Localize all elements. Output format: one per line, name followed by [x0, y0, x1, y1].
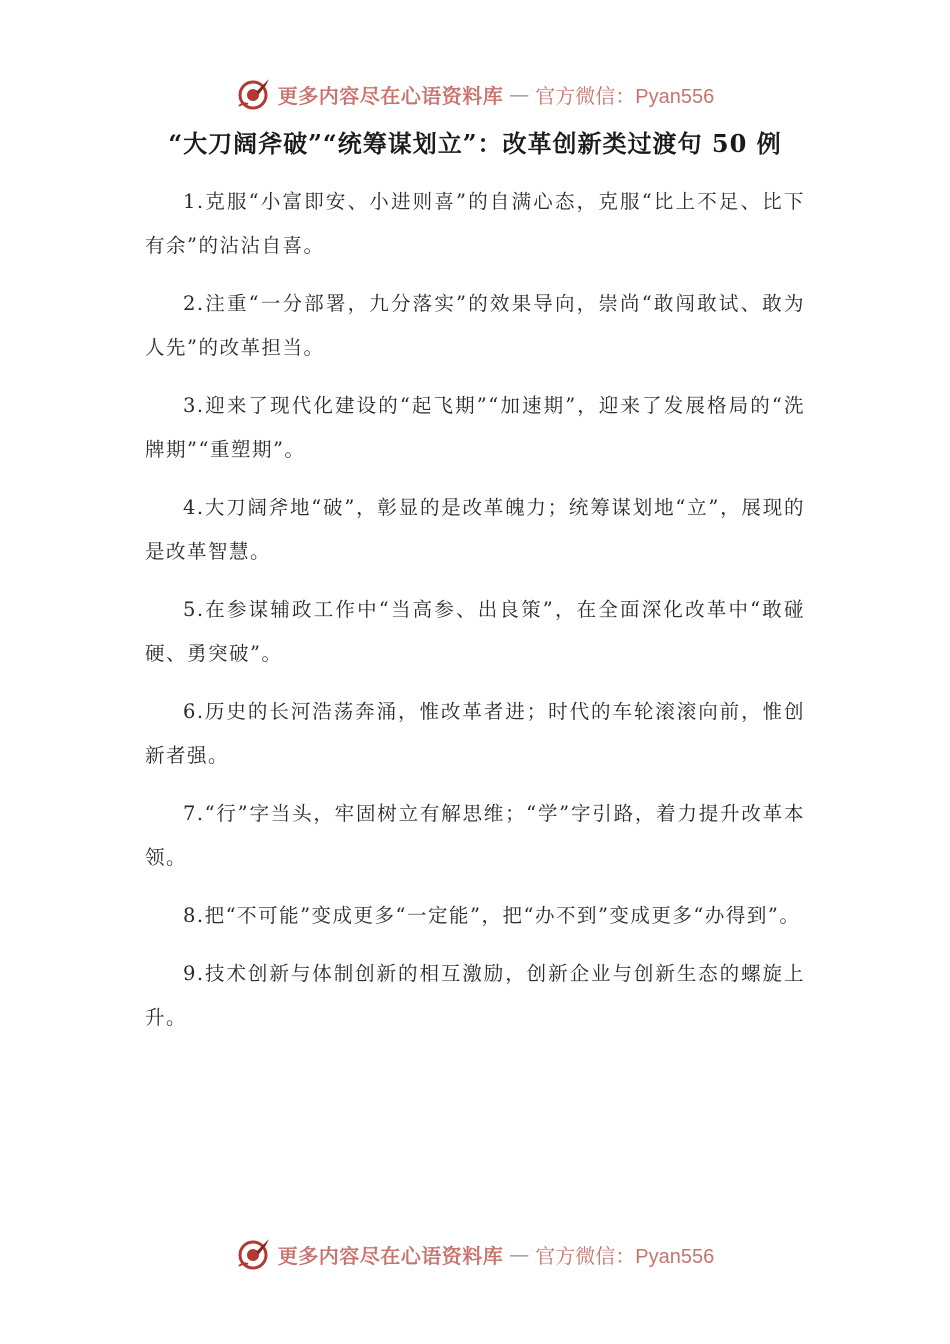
- banner-wechat-text: 官方微信：Pyan556: [535, 85, 715, 108]
- quill-pen-logo-icon: [236, 1236, 272, 1272]
- document-title: “大刀阔斧破”“统筹谋划立”：改革创新类过渡句 50 例: [168, 129, 782, 158]
- banner-separator: —: [509, 82, 530, 106]
- header-banner: [0, 72, 950, 116]
- paragraph-8: 8.把“不可能”变成更多“一定能”，把“办不到”变成更多“办得到”。: [183, 904, 801, 927]
- paragraph-7: 7.“行”字当头，牢固树立有解思维；“学”字引路，着力提升改革本领。: [145, 802, 805, 869]
- footer-banner: [0, 1232, 950, 1276]
- paragraph-9: 9.技术创新与体制创新的相互激励，创新企业与创新生态的螺旋上升。: [145, 962, 805, 1029]
- paragraph-2: 2.注重“一分部署，九分落实”的效果导向，崇尚“敢闯敢试、敢为人先”的改革担当。: [145, 292, 805, 359]
- banner-main-text: 更多内容尽在心语资料库: [277, 83, 504, 108]
- quill-pen-logo-icon: [236, 76, 272, 112]
- document-body: [145, 180, 805, 1054]
- paragraph-3: 3.迎来了现代化建设的“起飞期”“加速期”，迎来了发展格局的“洗牌期”“重塑期”。: [145, 394, 805, 461]
- banner-wechat-text: 官方微信：Pyan556: [535, 1245, 715, 1268]
- paragraph-6: 6.历史的长河浩荡奔涌，惟改革者进；时代的车轮滚滚向前，惟创新者强。: [145, 700, 805, 767]
- paragraph-1: 1.克服“小富即安、小进则喜”的自满心态，克服“比上不足、比下有余”的沾沾自喜。: [145, 190, 805, 257]
- banner-separator: —: [509, 1242, 530, 1266]
- paragraph-5: 5.在参谋辅政工作中“当高参、出良策”，在全面深化改革中“敢碰硬、勇突破”。: [145, 598, 805, 665]
- banner-main-text: 更多内容尽在心语资料库: [277, 1243, 504, 1268]
- paragraph-4: 4.大刀阔斧地“破”，彰显的是改革魄力；统筹谋划地“立”，展现的是改革智慧。: [145, 496, 805, 563]
